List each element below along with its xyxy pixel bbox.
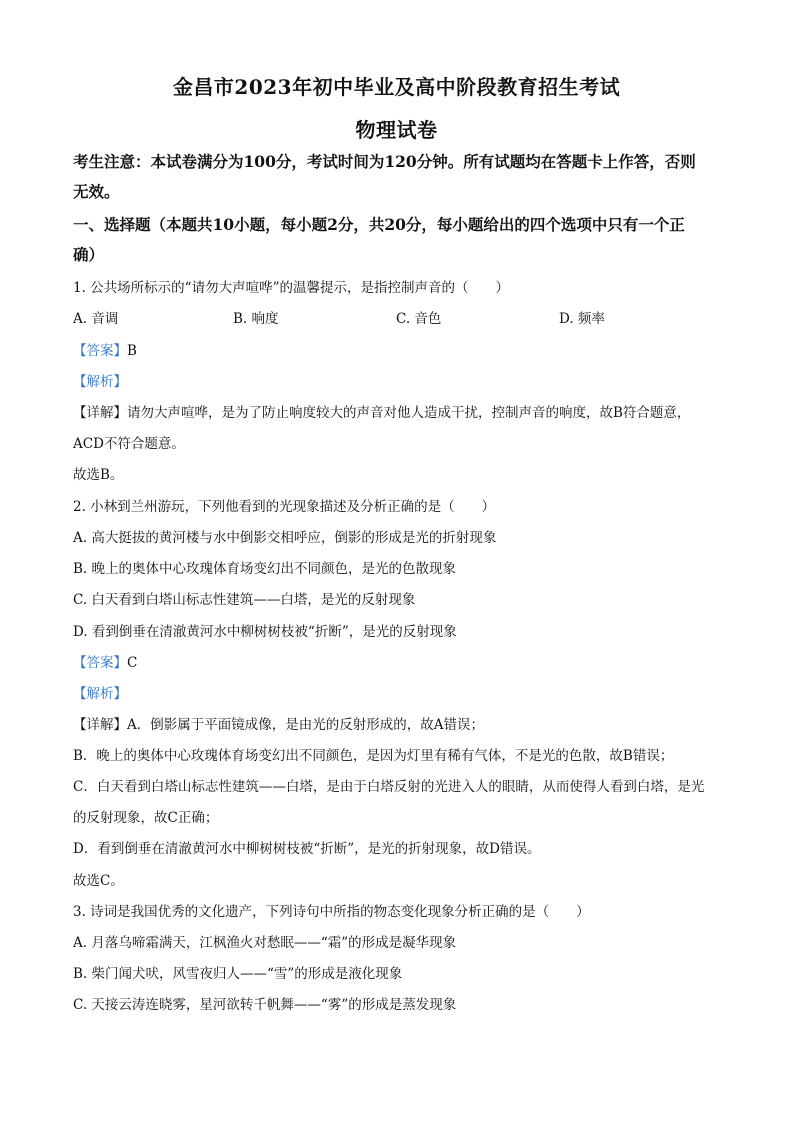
q3-stem: 3. 诗词是我国优秀的文化遗产，下列诗句中所指的物态变化现象分析正确的是（ ）: [73, 904, 590, 920]
notice-line-1: 考生注意：本试卷满分为100分，考试时间为120分钟。所有试题均在答题卡上作答，否则: [73, 152, 696, 171]
q2-conclusion: 故选C。: [73, 873, 124, 889]
q2-option-d: D. 看到倒垂在清澈黄河水中柳树树枝被“折断”，是光的反射现象: [73, 624, 457, 640]
q2-detail-line-4: 的反射现象，故C正确；: [73, 810, 219, 826]
q2-option-b: B. 晚上的奥体中心玫瑰体育场变幻出不同颜色，是光的色散现象: [73, 561, 457, 577]
q1-option-a: A. 音调: [73, 311, 119, 327]
answer-tag: 【答案】: [73, 343, 127, 359]
q2-detail-line-1: [73, 713, 723, 733]
answer-value: C: [127, 655, 138, 671]
q1-detail-line-2: ACD不符合题意。: [73, 436, 185, 452]
q2-stem: 2. 小林到兰州游玩，下列他看到的光现象描述及分析正确的是（ ）: [73, 499, 496, 515]
q1-analysis-tag: 【解析】: [73, 374, 127, 390]
q1-stem: 1. 公共场所标示的“请勿大声喧哗”的温馨提示，是指控制声音的（ ）: [73, 280, 509, 296]
q2-detail-line-5: D．看到倒垂在清澈黄河水中柳树树枝被“折断”，是光的折射现象，故D错误。: [73, 841, 541, 857]
detail-tag: 【详解】: [73, 405, 127, 421]
detail-text: A．倒影属于平面镜成像，是由光的反射形成的，故A错误；: [127, 717, 484, 733]
q3-option-a: A. 月落乌啼霜满天，江枫渔火对愁眠——“霜”的形成是凝华现象: [73, 935, 457, 951]
detail-tag: 【详解】: [73, 717, 127, 733]
q1-answer: [73, 339, 723, 359]
section-heading-line-1: 一、选择题（本题共10小题，每小题2分，共20分，每小题给出的四个选项中只有一个正: [73, 215, 685, 234]
q1-option-c: C. 音色: [396, 311, 442, 327]
q3-option-b: B. 柴门闻犬吠，风雪夜归人——“雪”的形成是液化现象: [73, 966, 403, 982]
exam-subtitle: 物理试卷: [355, 118, 438, 142]
notice-line-2: 无效。: [73, 182, 120, 201]
q1-option-b: B. 响度: [233, 311, 279, 327]
q1-conclusion: 故选B。: [73, 467, 124, 483]
q3-option-c: C. 天接云涛连晓雾，星河欲转千帆舞——“雾”的形成是蒸发现象: [73, 997, 457, 1013]
answer-value: B: [127, 343, 137, 359]
q1-options: [73, 307, 723, 327]
q2-option-a: A. 高大挺拔的黄河楼与水中倒影交相呼应，倒影的形成是光的折射现象: [73, 530, 497, 546]
q2-answer: [73, 651, 723, 671]
q1-option-d: D. 频率: [559, 311, 605, 327]
answer-tag: 【答案】: [73, 655, 127, 671]
q2-analysis-tag: 【解析】: [73, 686, 127, 702]
exam-title: 金昌市2023年初中毕业及高中阶段教育招生考试: [172, 75, 621, 99]
q1-detail-line-1: [73, 401, 723, 421]
q2-detail-line-3: C．白天看到白塔山标志性建筑——白塔，是由于白塔反射的光进入人的眼睛，从而使得人看到白塔，是光: [73, 779, 705, 795]
q2-option-c: C. 白天看到白塔山标志性建筑——白塔，是光的反射现象: [73, 592, 416, 608]
detail-text: 请勿大声喧哗，是为了防止响度较大的声音对他人造成干扰，控制声音的响度，故B符合题意，: [127, 405, 691, 421]
section-heading-line-2: 确）: [73, 245, 105, 264]
q2-detail-line-2: B．晚上的奥体中心玫瑰体育场变幻出不同颜色，是因为灯里有稀有气体，不是光的色散，故B错误；: [73, 748, 674, 764]
